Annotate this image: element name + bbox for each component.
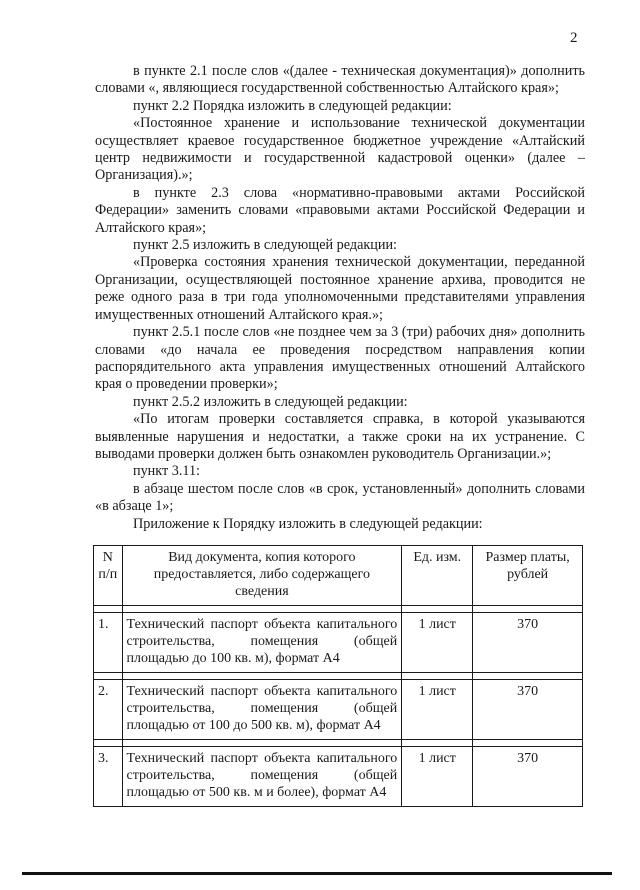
paragraph: «Постоянное хранение и использование технической документации осуществляет краевое государственное бюджетное учреждение «Алтайский центр недвижимости и государственной кадастровой оценки» (далее – Организация).»; (95, 115, 585, 184)
row-unit: 1 лист (402, 613, 473, 673)
table-spacer (94, 606, 583, 613)
bottom-edge-line (22, 872, 612, 875)
paragraph: в абзаце шестом после слов «в срок, установленный» дополнить словами «в абзаце 1»; (95, 480, 585, 515)
page-number: 2 (570, 30, 578, 46)
paragraph: «Проверка состояния хранения технической документации, переданной Организации, осуществляющей постоянное хранение архива, проводится не реже одного раза в три года уполномоченными представителями управления имущественных отношений Алтайского края.»; (95, 254, 585, 323)
row-description: Технический паспорт объекта капитального строительства, помещения (общей площадью от 500 кв. м и более), формат А4 (122, 747, 402, 807)
row-description: Технический паспорт объекта капитального строительства, помещения (общей площадью до 100 кв. м), формат А4 (122, 613, 402, 673)
row-price: 370 (473, 680, 583, 740)
document-body (95, 63, 585, 535)
paragraph: пункт 2.2 Порядка изложить в следующей редакции: (133, 97, 452, 114)
row-number: 3. (94, 747, 123, 807)
header-document-type: Вид документа, копия которого предоставляется, либо содержащего сведения (122, 546, 402, 606)
table-spacer (94, 673, 583, 680)
paragraph: пункт 2.5.2 изложить в следующей редакции: (133, 393, 408, 410)
paragraph: Приложение к Порядку изложить в следующей редакции: (133, 515, 483, 532)
paragraph: в пункте 2.1 после слов «(далее - техническая документация)» дополнить словами «, являющиеся государственной собственностью Алтайского края»; (95, 63, 585, 97)
header-price: Размер платы, рублей (473, 546, 583, 606)
row-unit: 1 лист (402, 680, 473, 740)
paragraph: «По итогам проверки составляется справка, в которой указываются выявленные нарушения и недостатки, а также сроки на их устранение. С выводами проверки должен быть ознакомлен руководитель Организации.»; (95, 411, 585, 462)
table-row (94, 747, 583, 807)
paragraph: пункт 3.11: (133, 463, 200, 480)
row-price: 370 (473, 613, 583, 673)
paragraph: в пункте 2.3 слова «нормативно-правовыми актами Российской Федерации» заменить словами «правовыми актами Российской Федерации и Алтайского края»; (95, 184, 585, 236)
paragraph: пункт 2.5.1 после слов «не позднее чем за 3 (три) рабочих дня» дополнить словами «до начала ее проведения посредством направления копии распорядительного акта управления имущественных отношений Алтайского края о проведении проверки»; (95, 324, 585, 393)
table-spacer (94, 740, 583, 747)
row-price: 370 (473, 747, 583, 807)
fee-table (93, 545, 583, 807)
table-row (94, 680, 583, 740)
paragraph: пункт 2.5 изложить в следующей редакции: (133, 237, 397, 254)
table-row (94, 613, 583, 673)
header-unit: Ед. изм. (402, 546, 473, 606)
row-description: Технический паспорт объекта капитального строительства, помещения (общей площадью от 100 до 500 кв. м), формат А4 (122, 680, 402, 740)
row-unit: 1 лист (402, 747, 473, 807)
header-number: N п/п (94, 546, 123, 606)
row-number: 2. (94, 680, 123, 740)
table-header-row (94, 546, 583, 606)
row-number: 1. (94, 613, 123, 673)
